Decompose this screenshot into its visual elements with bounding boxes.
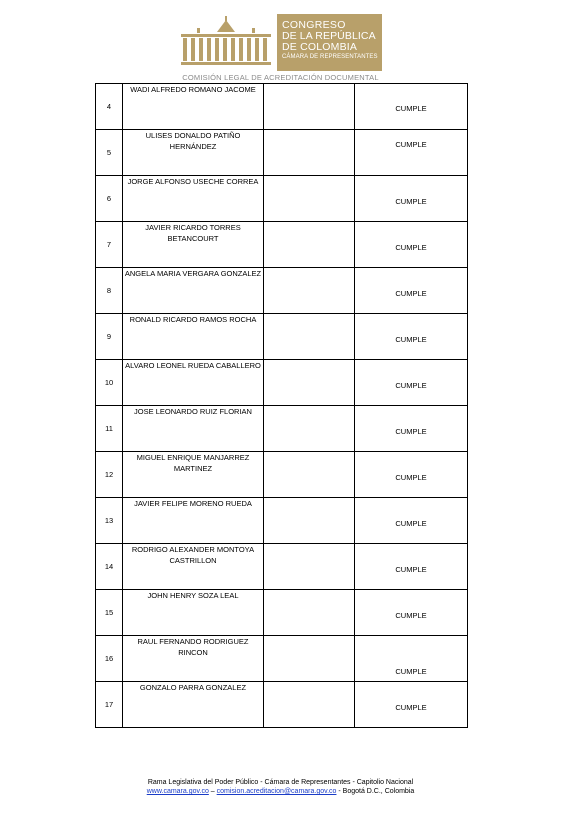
status-value: CUMPLE — [395, 335, 427, 344]
row-number: 6 — [96, 176, 123, 222]
row-number: 8 — [96, 268, 123, 314]
blank-cell — [264, 682, 355, 728]
page-footer — [0, 778, 561, 796]
table-row — [96, 268, 468, 314]
table-row — [96, 636, 468, 682]
email-link[interactable]: comision.acreditacion@camara.gov.co — [216, 788, 337, 795]
candidate-name: JAVIER FELIPE MORENO RUEDA — [123, 498, 264, 544]
candidate-name: ULISES DONALDO PATIÑO HERNÁNDEZ — [123, 130, 264, 176]
row-number: 15 — [96, 590, 123, 636]
table-row — [96, 452, 468, 498]
status-cell — [355, 176, 468, 222]
status-cell — [355, 222, 468, 268]
candidate-name: JOHN HENRY SOZA LEAL — [123, 590, 264, 636]
blank-cell — [264, 314, 355, 360]
roster-table — [95, 83, 468, 728]
table-row — [96, 498, 468, 544]
table-row — [96, 406, 468, 452]
blank-cell — [264, 130, 355, 176]
blank-cell — [264, 498, 355, 544]
logo-line: CÁMARA DE REPRESENTANTES — [282, 54, 378, 60]
row-number: 9 — [96, 314, 123, 360]
status-value: CUMPLE — [395, 197, 427, 206]
blank-cell — [264, 590, 355, 636]
table-row — [96, 314, 468, 360]
row-number: 11 — [96, 406, 123, 452]
status-value: CUMPLE — [395, 427, 427, 436]
footer-city: - Bogotá D.C., Colombia — [336, 788, 415, 795]
footer-separator: – — [208, 788, 217, 795]
blank-cell — [264, 636, 355, 682]
status-value: CUMPLE — [395, 565, 427, 574]
status-cell — [355, 130, 468, 176]
candidate-name: GONZALO PARRA GONZALEZ — [123, 682, 264, 728]
logo-line: DE LA REPÚBLICA — [282, 30, 376, 42]
blank-cell — [264, 222, 355, 268]
footer-address: Rama Legislativa del Poder Público - Cámara de Representantes - Capitolio Nacional — [147, 779, 414, 786]
status-cell — [355, 268, 468, 314]
congress-logo — [177, 14, 382, 71]
table-row — [96, 544, 468, 590]
logo-line: DE COLOMBIA — [282, 41, 358, 53]
status-cell — [355, 84, 468, 130]
website-link[interactable]: www.camara.gov.co — [146, 788, 209, 795]
table-row — [96, 176, 468, 222]
blank-cell — [264, 406, 355, 452]
footer-contact — [0, 787, 561, 796]
table-row — [96, 84, 468, 130]
row-number: 5 — [96, 130, 123, 176]
status-cell — [355, 360, 468, 406]
status-value: CUMPLE — [395, 703, 427, 712]
row-number: 17 — [96, 682, 123, 728]
blank-cell — [264, 84, 355, 130]
status-cell — [355, 590, 468, 636]
candidate-name: ALVARO LEONEL RUEDA CABALLERO — [123, 360, 264, 406]
status-value: CUMPLE — [395, 243, 427, 252]
status-value: CUMPLE — [395, 611, 427, 620]
status-cell — [355, 498, 468, 544]
status-value: CUMPLE — [395, 473, 427, 482]
candidate-name: JAVIER RICARDO TORRES BETANCOURT — [123, 222, 264, 268]
logo-line: CONGRESO — [282, 19, 346, 31]
status-value: CUMPLE — [395, 289, 427, 298]
row-number: 4 — [96, 84, 123, 130]
blank-cell — [264, 176, 355, 222]
blank-cell — [264, 544, 355, 590]
status-cell — [355, 406, 468, 452]
candidate-name: RAUL FERNANDO RODRIGUEZ RINCON — [123, 636, 264, 682]
status-cell — [355, 682, 468, 728]
row-number: 7 — [96, 222, 123, 268]
commission-subtitle: COMISIÓN LEGAL DE ACREDITACIÓN DOCUMENTAL — [182, 73, 379, 82]
capitol-emblem-icon — [177, 14, 275, 71]
table-row — [96, 222, 468, 268]
blank-cell — [264, 452, 355, 498]
row-number: 10 — [96, 360, 123, 406]
candidate-name: RONALD RICARDO RAMOS ROCHA — [123, 314, 264, 360]
status-value: CUMPLE — [395, 667, 427, 676]
table-row — [96, 130, 468, 176]
status-cell — [355, 452, 468, 498]
status-value: CUMPLE — [395, 104, 427, 113]
status-cell — [355, 314, 468, 360]
row-number: 12 — [96, 452, 123, 498]
candidate-name: JORGE ALFONSO USECHE CORREA — [123, 176, 264, 222]
row-number: 16 — [96, 636, 123, 682]
candidate-name: WADI ALFREDO ROMANO JACOME — [123, 84, 264, 130]
blank-cell — [264, 360, 355, 406]
row-number: 14 — [96, 544, 123, 590]
status-value: CUMPLE — [395, 381, 427, 390]
status-value: CUMPLE — [395, 519, 427, 528]
row-number: 13 — [96, 498, 123, 544]
table-row — [96, 682, 468, 728]
status-value: CUMPLE — [395, 140, 427, 149]
logo-wordmark — [277, 14, 382, 71]
status-cell — [355, 544, 468, 590]
candidate-name: MIGUEL ENRIQUE MANJARREZ MARTINEZ — [123, 452, 264, 498]
page-header — [0, 0, 561, 84]
table-row — [96, 360, 468, 406]
candidate-name: RODRIGO ALEXANDER MONTOYA CASTRILLON — [123, 544, 264, 590]
candidate-name: ANGELA MARIA VERGARA GONZALEZ — [123, 268, 264, 314]
blank-cell — [264, 268, 355, 314]
status-cell — [355, 636, 468, 682]
candidate-name: JOSE LEONARDO RUIZ FLORIAN — [123, 406, 264, 452]
table-row — [96, 590, 468, 636]
